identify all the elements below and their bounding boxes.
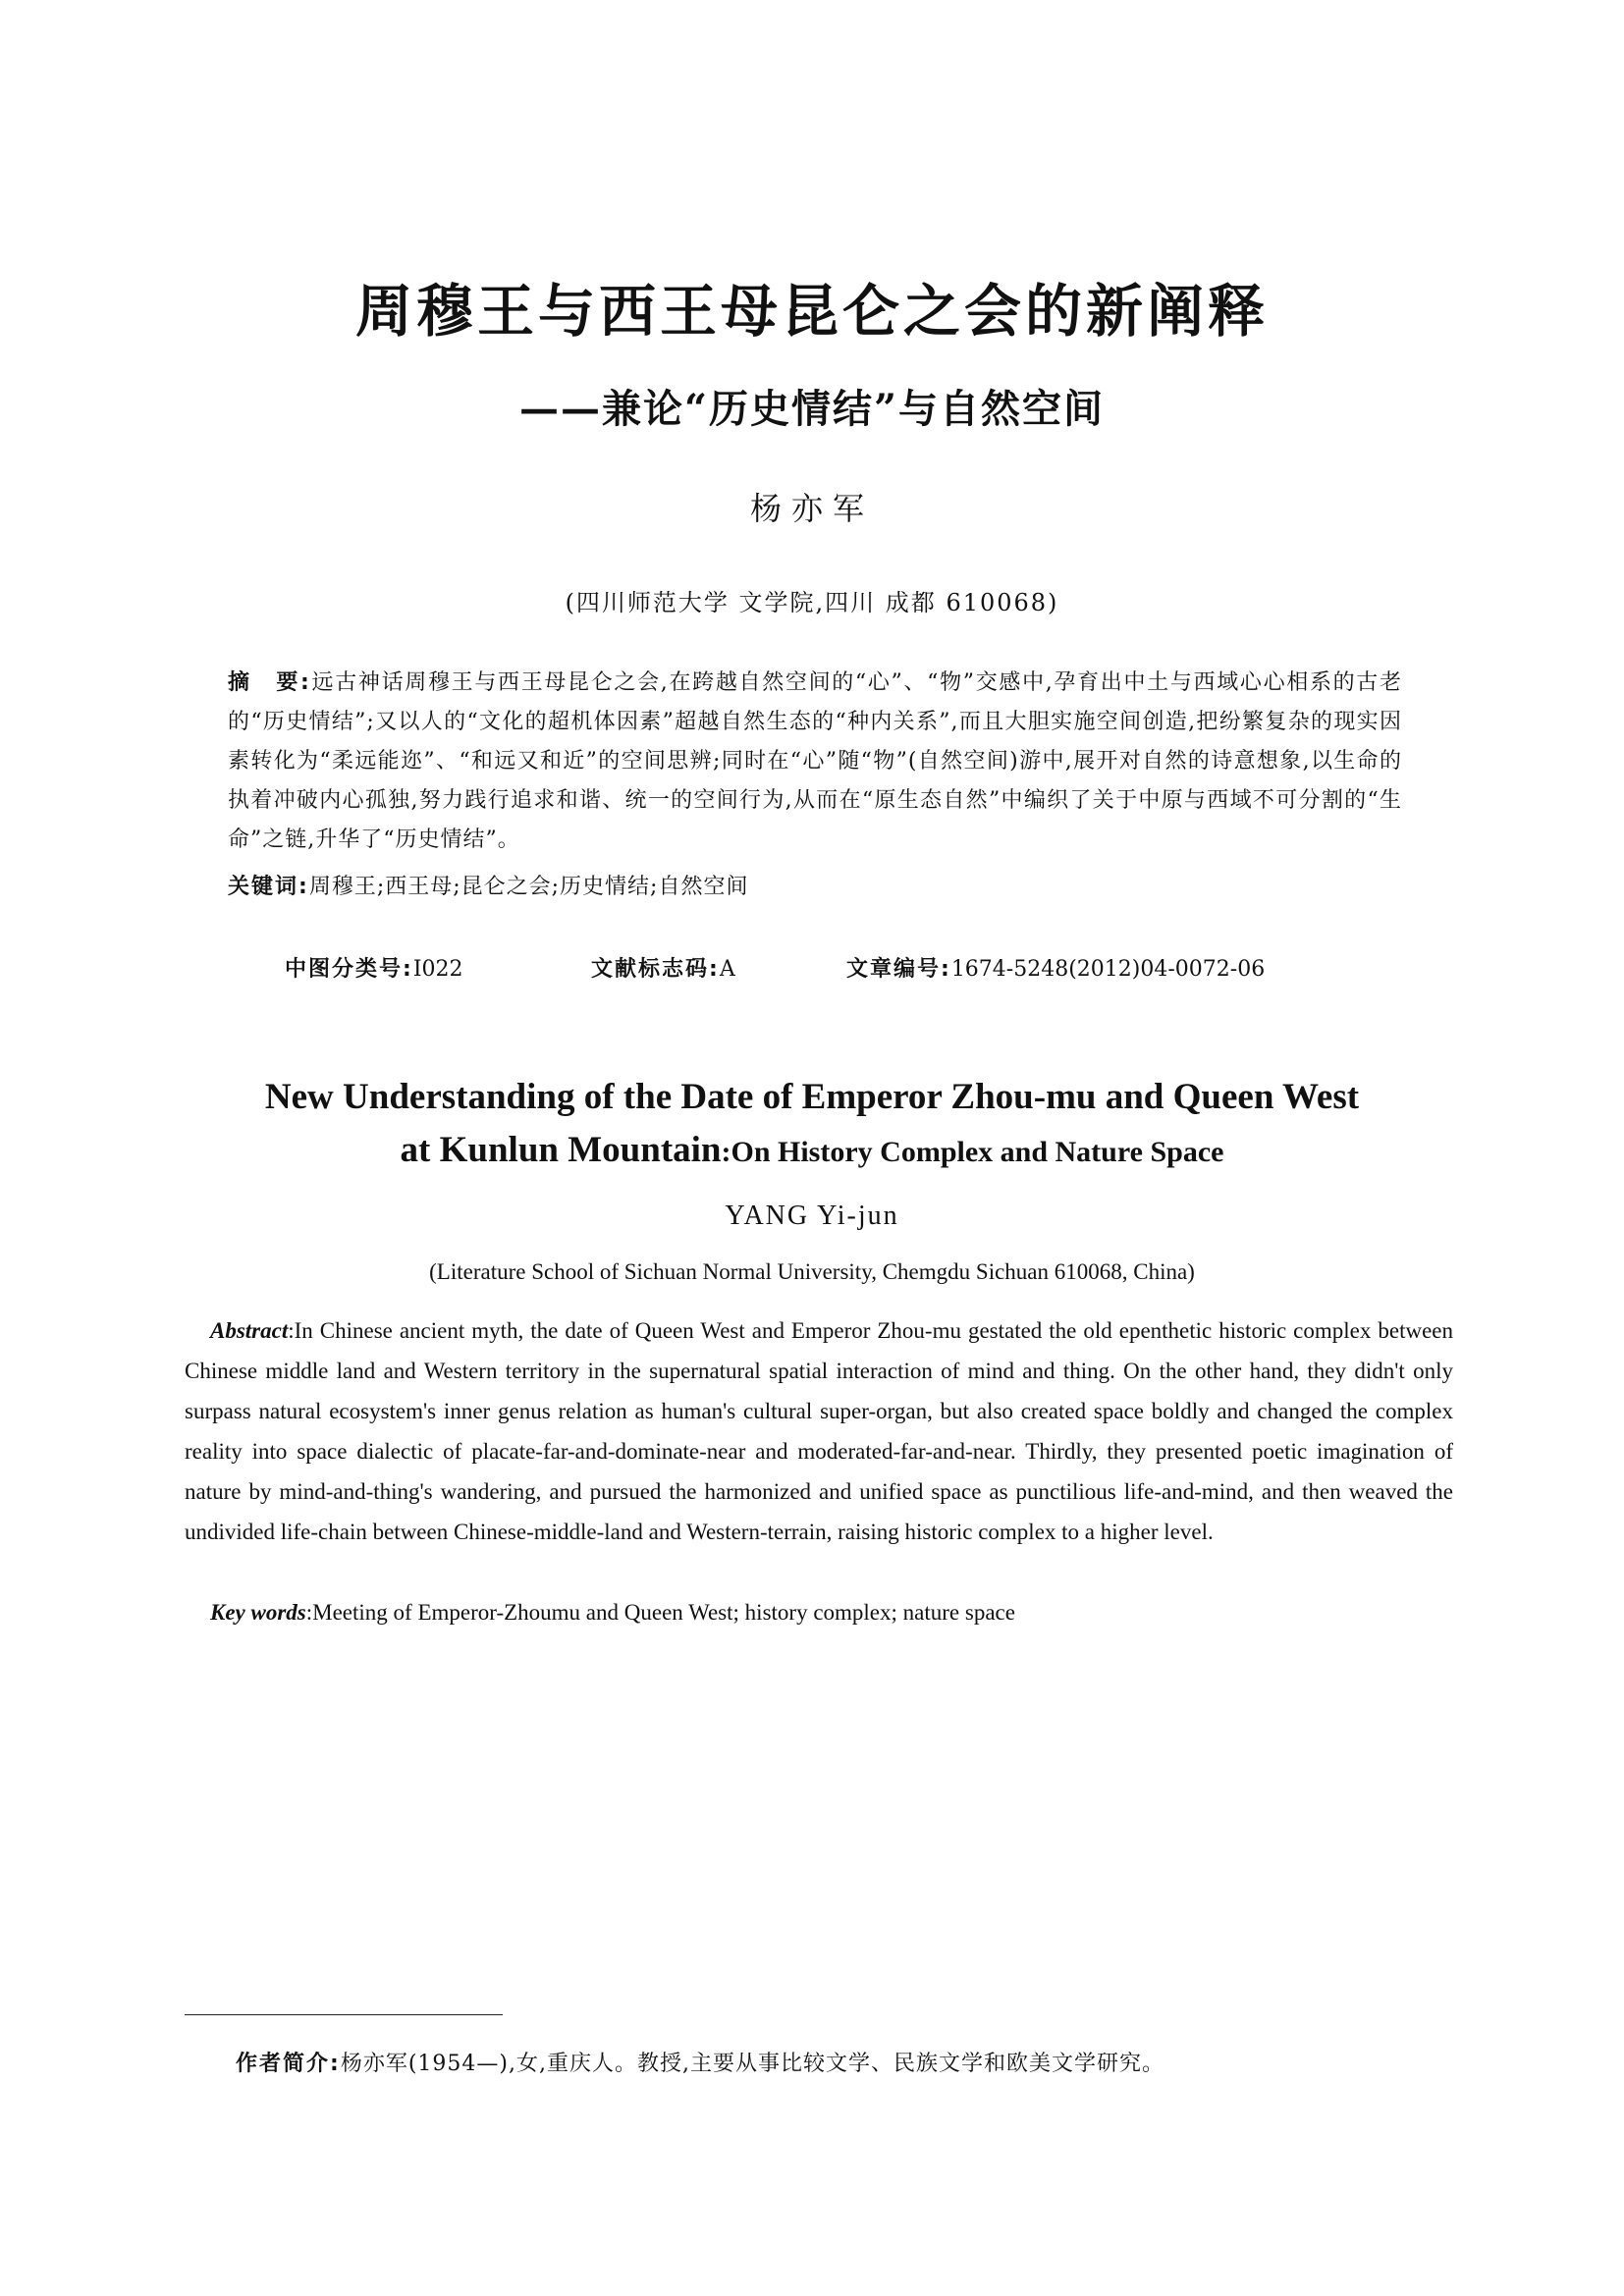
article-no-label: 文章编号: xyxy=(846,957,951,982)
chinese-abstract-text: 远古神话周穆王与西王母昆仑之会,在跨越自然空间的“心”、“物”交感中,孕育出中土与西域心心相系的古老的“历史情结”;又以人的“文化的超机体因素”超越自然生态的“种内关系”,而且大胆实施空间创造,把纷繁复杂的现实因素转化为“柔远能迩”、“和远又和近”的空间思辨;同时在“心”随“物”(自然空间)游中,展开对自然的诗意想象,以生命的执着冲破内心孤独,努力践行追求和谐、统一的空间行为,从而在“原生态自然”中编织了关于中原与西域不可分割的“生命”之链,升华了“历史情结”。 xyxy=(228,670,1402,852)
chinese-affiliation: (四川师范大学 文学院,四川 成都 610068) xyxy=(565,589,1059,616)
article-no-value: 1674-5248(2012)04-0072-06 xyxy=(950,957,1266,982)
chinese-title: 周穆王与西王母昆仑之会的新阐释 xyxy=(354,278,1269,345)
doc-code-label: 文献标志码: xyxy=(591,957,720,982)
chinese-keywords xyxy=(228,868,1402,907)
chinese-keywords-label: 关键词: xyxy=(228,875,309,899)
chinese-author: 杨亦军 xyxy=(749,490,874,527)
english-title-main: at Kunlun Mountain xyxy=(400,1130,722,1170)
english-title-line1: New Understanding of the Date of Emperor Zhou-mu and Queen West xyxy=(264,1077,1360,1117)
clc-value: I022 xyxy=(412,957,463,982)
document-code xyxy=(591,952,735,983)
english-title-line2 xyxy=(0,1129,1624,1171)
footnote-label: 作者简介: xyxy=(236,2052,341,2076)
author-footnote xyxy=(236,2047,1453,2077)
english-keywords-text: :Meeting of Emperor-Zhoumu and Queen West; history complex; nature space xyxy=(305,1600,1015,1625)
english-affiliation: (Literature School of Sichuan Normal University, Chemgdu Sichuan 610068, China) xyxy=(429,1259,1195,1284)
english-keywords-label: Key words xyxy=(210,1600,306,1625)
chinese-abstract xyxy=(228,664,1402,860)
footnote-text: 杨亦军(1954—),女,重庆人。教授,主要从事比较文学、民族文学和欧美文学研究。 xyxy=(340,2052,1164,2076)
english-title-subtitle: :On History Complex and Nature Space xyxy=(721,1136,1224,1168)
english-abstract-label: Abstract xyxy=(210,1318,289,1343)
english-abstract xyxy=(185,1310,1453,1552)
clc-label: 中图分类号: xyxy=(285,957,413,982)
english-author: YANG Yi-jun xyxy=(725,1201,899,1231)
english-keywords xyxy=(185,1592,1479,1632)
chinese-abstract-label: 摘 要: xyxy=(228,670,311,695)
article-number xyxy=(846,952,1265,983)
clc-number xyxy=(285,952,463,983)
chinese-subtitle: ——兼论“历史情结”与自然空间 xyxy=(518,386,1105,432)
chinese-keywords-text: 周穆王;西王母;昆仑之会;历史情结;自然空间 xyxy=(308,875,749,899)
english-abstract-text: :In Chinese ancient myth, the date of Queen West and Emperor Zhou-mu gestated the old epenthetic historic complex between Chinese middle land and Western territory in the supernatural spatial interaction of mind and thing. On the other hand, they didn't only surpass natural ecosystem's inner genus relation as human's cultural super-organ, but also created space boldly and changed the complex reality into space dialectic of placate-far-and-dominate-near and moderated-far-and-near. Thirdly, they presented poetic imagination of nature by mind-and-thing's wandering, and pursued the harmonized and unified space as punctilious life-and-mind, and then weaved the undivided life-chain between Chinese-middle-land and Western-terrain, raising historic complex to a higher level. xyxy=(185,1318,1453,1544)
footnote-divider xyxy=(185,2014,503,2015)
doc-code-value: A xyxy=(719,957,735,982)
